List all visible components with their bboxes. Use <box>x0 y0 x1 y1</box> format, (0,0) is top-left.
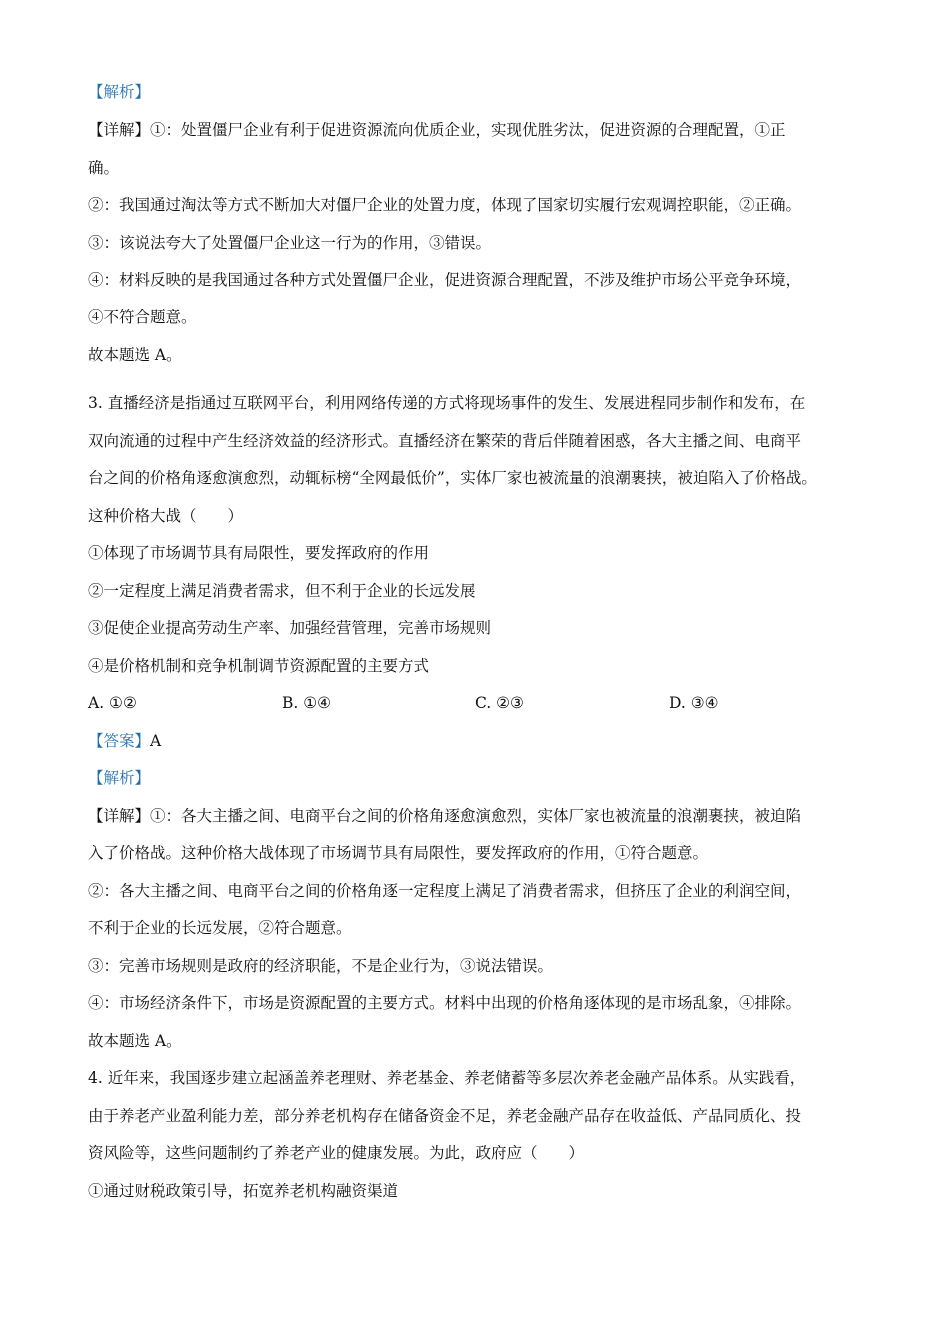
detail-paragraph-1: 【详解】①：处置僵尸企业有利于促进资源流向优质企业，实现优胜劣汰，促进资源的合理配置，①正 <box>88 121 786 139</box>
q3-detail-4: ④：市场经济条件下，市场是资源配置的主要方式。材料中出现的价格角逐体现的是市场乱象，④排除。 <box>88 994 802 1012</box>
detail-paragraph-4: ④：材料反映的是我国通过各种方式处置僵尸企业，促进资源合理配置，不涉及维护市场公平竞争环境， <box>88 271 802 289</box>
answer-value: A <box>150 732 162 750</box>
option-a: A. ①② <box>88 694 137 712</box>
statement-2: ②一定程度上满足消费者需求，但不利于企业的长远发展 <box>88 582 476 600</box>
analysis-label: 【解析】 <box>88 83 151 101</box>
statement-1: ①体现了市场调节具有局限性，要发挥政府的作用 <box>88 544 430 562</box>
q3-detail-3: ③：完善市场规则是政府的经济职能，不是企业行为，③说法错误。 <box>88 957 554 975</box>
detail-paragraph-3: ③：该说法夸大了处置僵尸企业这一行为的作用，③错误。 <box>88 234 492 252</box>
detail-paragraph-1-cont: 确。 <box>88 159 120 177</box>
option-d: D. ③④ <box>669 694 719 712</box>
question-4-stem-1: 4. 近年来，我国逐步建立起涵盖养老理财、养老基金、养老储蓄等多层次养老金融产品体系。从实践看， <box>88 1069 806 1087</box>
conclusion: 故本题选 A。 <box>88 346 182 364</box>
question-3-stem-3: 台之间的价格角逐愈演愈烈，动辄标榜“全网最低价”，实体厂家也被流量的浪潮裹挟，被迫陷入了价格战。 <box>88 469 817 487</box>
detail-paragraph-2: ②：我国通过淘汰等方式不断加大对僵尸企业的处置力度，体现了国家切实履行宏观调控职能，②正确。 <box>88 196 802 214</box>
question-3-stem-4: 这种价格大战（ ） <box>88 507 244 525</box>
question-4-stem-3: 资风险等，这些问题制约了养老产业的健康发展。为此，政府应（ ） <box>88 1144 585 1162</box>
question-4-stem-2: 由于养老产业盈利能力差，部分养老机构存在储备资金不足，养老金融产品存在收益低、产品同质化、投 <box>88 1107 802 1125</box>
statement-4: ④是价格机制和竞争机制调节资源配置的主要方式 <box>88 657 430 675</box>
detail-paragraph-4-cont: ④不符合题意。 <box>88 308 197 326</box>
answer-line <box>88 731 878 751</box>
answer-label: 【答案】 <box>88 732 151 750</box>
option-b: B. ①④ <box>282 694 332 712</box>
statement-3: ③促使企业提高劳动生产率、加强经营管理，完善市场规则 <box>88 619 492 637</box>
question-3-stem-2: 双向流通的过程中产生经济效益的经济形式。直播经济在繁荣的背后伴随着困惑，各大主播之间、电商平 <box>88 432 802 450</box>
q3-detail-label: 【详解】 <box>88 807 151 825</box>
question-3-stem-1: 3. 直播经济是指通过互联网平台，利用网络传递的方式将现场事件的发生、发展进程同步制作和发布，在 <box>88 394 806 412</box>
detail-label: 【详解】 <box>88 121 151 139</box>
q3-detail-1: 【详解】①：各大主播之间、电商平台之间的价格角逐愈演愈烈，实体厂家也被流量的浪潮裹挟，被迫陷 <box>88 807 802 825</box>
q4-statement-1: ①通过财税政策引导，拓宽养老机构融资渠道 <box>88 1182 399 1200</box>
q3-detail-2: ②：各大主播之间、电商平台之间的价格角逐一定程度上满足了消费者需求，但挤压了企业的利润空间， <box>88 882 802 900</box>
analysis-label-q3: 【解析】 <box>88 769 151 787</box>
option-c: C. ②③ <box>475 694 524 712</box>
q3-detail-2-cont: 不利于企业的长远发展，②符合题意。 <box>88 919 352 937</box>
q3-conclusion: 故本题选 A。 <box>88 1032 182 1050</box>
q3-detail-1-cont: 入了价格战。这种价格大战体现了市场调节具有局限性，要发挥政府的作用，①符合题意。 <box>88 844 709 862</box>
